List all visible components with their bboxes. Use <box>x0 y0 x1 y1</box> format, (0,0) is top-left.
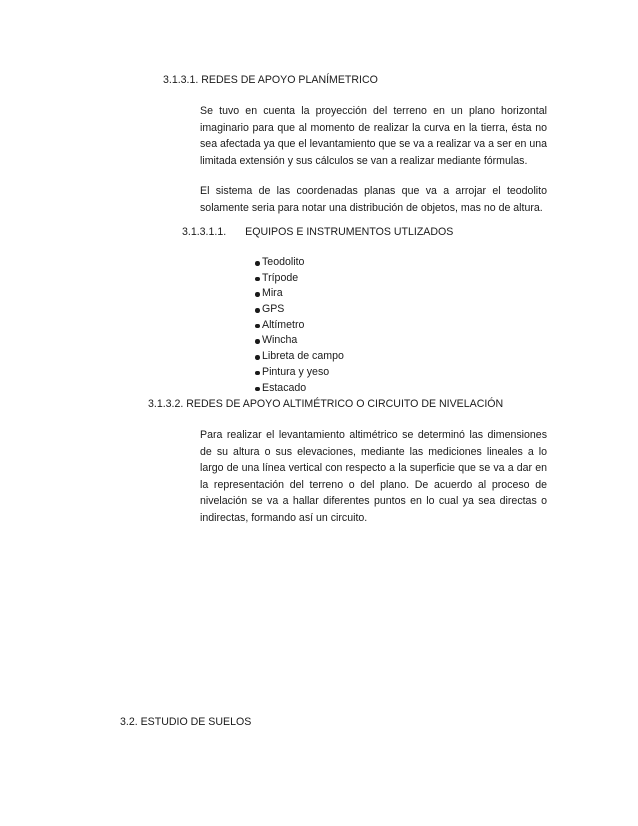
list-item <box>262 271 344 287</box>
heading-number: 3.1.3.1.1. <box>182 226 227 238</box>
list-item-label: GPS <box>262 303 285 316</box>
heading-3-1-3-2: 3.1.3.2. REDES DE APOYO ALTIMÉTRICO O CIRCUITO DE NIVELACIÓN <box>148 398 504 410</box>
heading-3-2: 3.2. ESTUDIO DE SUELOS <box>120 716 252 728</box>
list-item <box>262 349 344 365</box>
list-item-label: Pintura y yeso <box>262 365 330 378</box>
list-item <box>262 365 344 381</box>
heading-title: EQUIPOS E INSTRUMENTOS UTLIZADOS <box>245 226 454 238</box>
list-item <box>262 255 344 271</box>
list-item-label: Wincha <box>262 334 298 347</box>
paragraph-altimetric-survey: Para realizar el levantamiento altimétrico se determinó las dimensiones de su altura o sus elevaciones, mediante las mediciones lineales a lo largo de una línea vertical con respecto a la superficie que se va a dar en la representación del terreno o del plano. De acuerdo al proceso de nivelación se va a hallar diferentes puntos en lo cual ya sea directas o indirectas, formando así un circuito. <box>200 429 547 524</box>
list-item-label: Estacado <box>262 381 307 394</box>
bullet-icon <box>255 292 260 297</box>
equipment-list <box>262 255 344 396</box>
list-item-label: Altímetro <box>262 318 305 331</box>
heading-3-1-3-1: 3.1.3.1. REDES DE APOYO PLANÍMETRICO <box>163 74 378 86</box>
bullet-icon <box>255 387 260 392</box>
paragraph-planimetric-projection: Se tuvo en cuenta la proyección del terreno en un plano horizontal imaginario para que al momento de realizar la curva en la tierra, ésta no sea afectada ya que el levantamiento que se va a realizar va a ser en una limitada extensión y sus cálculos se van a realizar mediante fórmulas. <box>200 105 547 167</box>
list-item <box>262 333 344 349</box>
list-item <box>262 318 344 334</box>
bullet-icon <box>255 324 260 329</box>
list-item-label: Trípode <box>262 271 299 284</box>
bullet-icon <box>255 308 260 313</box>
list-item <box>262 286 344 302</box>
heading-3-1-3-1-1 <box>182 226 453 238</box>
bullet-icon <box>255 261 260 266</box>
paragraph-plane-coordinates: El sistema de las coordenadas planas que va a arrojar el teodolito solamente seria para notar una distribución de objetos, mas no de altura. <box>200 185 547 214</box>
bullet-icon <box>255 277 260 282</box>
bullet-icon <box>255 355 260 360</box>
list-item <box>262 381 344 397</box>
list-item <box>262 302 344 318</box>
list-item-label: Libreta de campo <box>262 350 344 363</box>
bullet-icon <box>255 339 260 344</box>
list-item-label: Teodolito <box>262 256 305 268</box>
bullet-icon <box>255 371 260 376</box>
list-item-label: Mira <box>262 287 283 300</box>
